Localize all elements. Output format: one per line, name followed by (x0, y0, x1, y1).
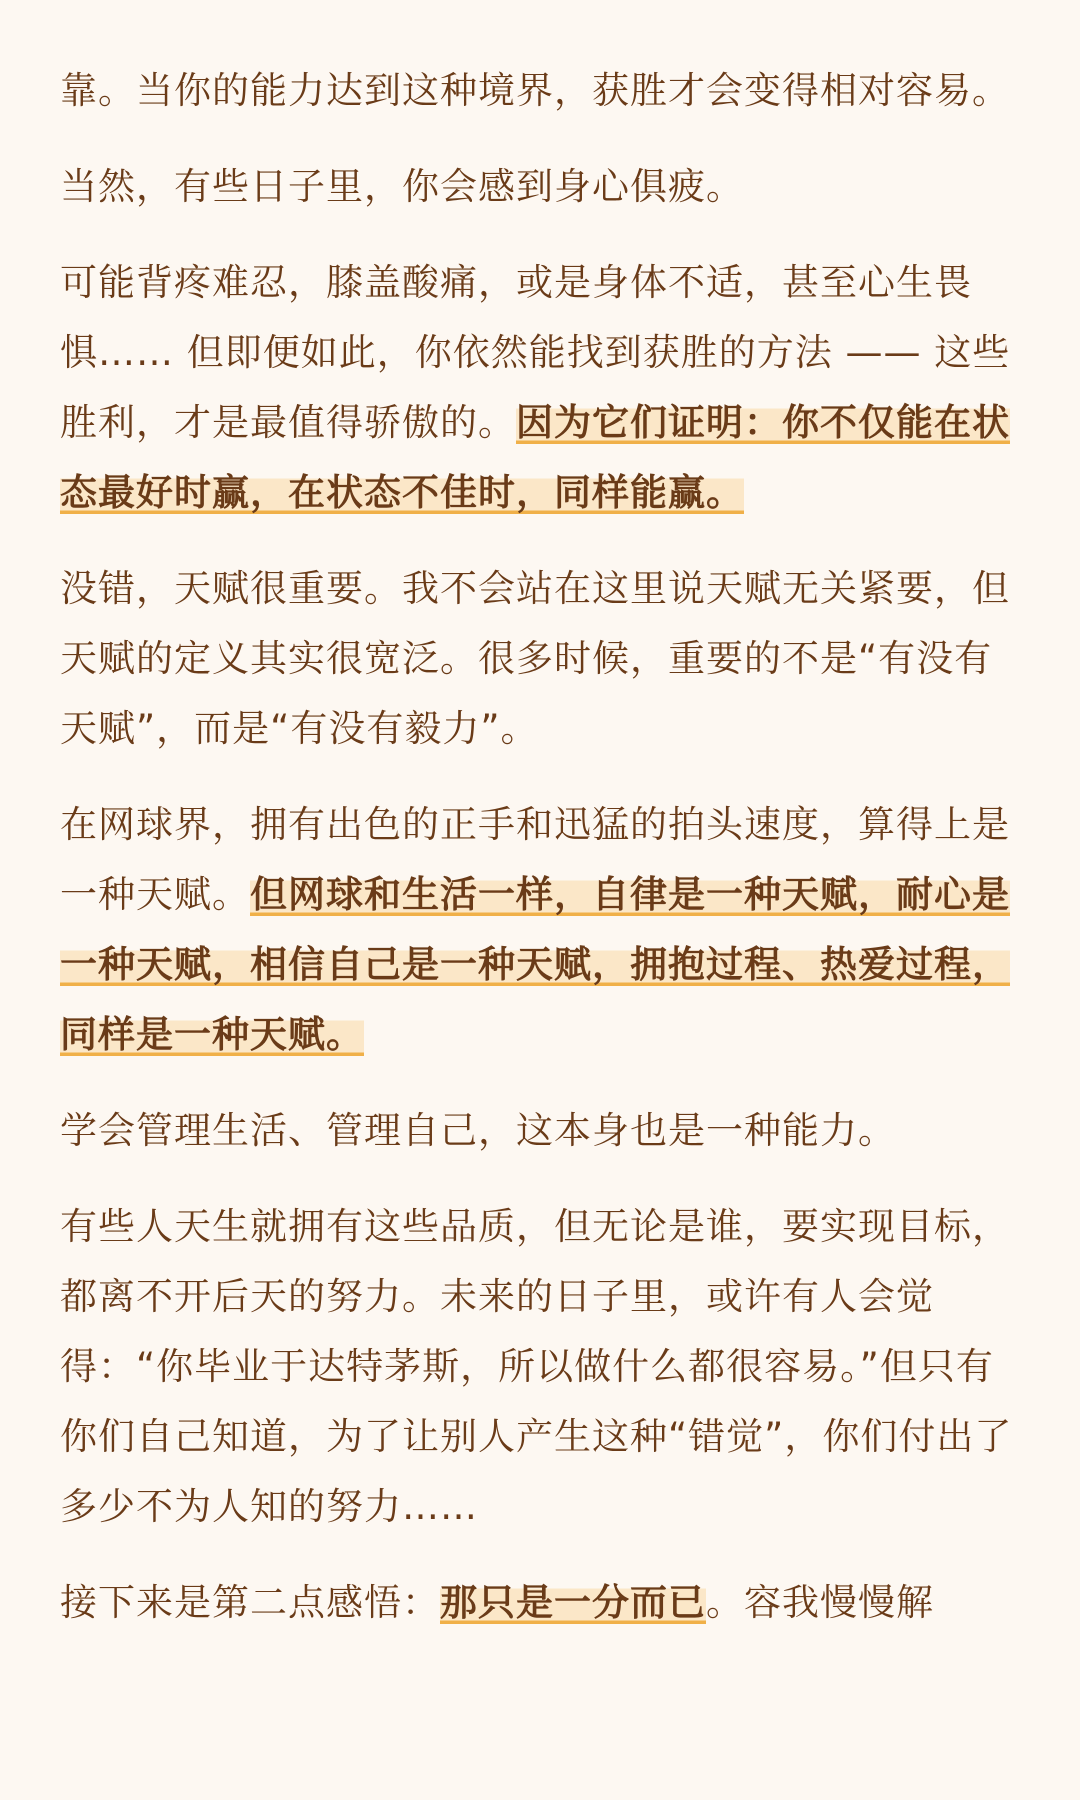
paragraph-text: 靠。当你的能力达到这种境界，获胜才会变得相对容易。 (60, 69, 1010, 112)
paragraph-6 (60, 1096, 1020, 1166)
paragraph-4 (60, 554, 1020, 764)
paragraph-3 (60, 248, 1020, 528)
paragraph-8 (60, 1568, 1020, 1638)
paragraph-text: 有些人天生就拥有这些品质，但无论是谁，要实现目标，都离不开后天的努力。未来的日子里，或许有人会觉得：“你毕业于达特茅斯，所以做什么都很容易。”但只有你们自己知道，为了让别人产生这种“错觉”，你们付出了多少不为人知的努力…… (60, 1205, 1013, 1528)
paragraph-text: 接下来是第二点感悟： (60, 1581, 440, 1624)
article-body (60, 56, 1020, 1664)
paragraph-1 (60, 56, 1020, 126)
paragraph-text: 当然，有些日子里，你会感到身心俱疲。 (60, 165, 744, 208)
paragraph-2 (60, 152, 1020, 222)
paragraph-7 (60, 1192, 1020, 1542)
paragraph-text: 可能背疼难忍，膝盖酸痛，或是身体不适，甚至心生畏惧…… 但即便如此，你依然能找到获胜的方法 —— 这些胜利，才是最值得骄傲的。 (60, 261, 1011, 444)
paragraph-text: 。容我慢慢解 (706, 1581, 934, 1624)
paragraph-text: 没错，天赋很重要。我不会站在这里说天赋无关紧要，但天赋的定义其实很宽泛。很多时候，重要的不是“有没有天赋”，而是“有没有毅力”。 (60, 567, 1010, 750)
paragraph-text: 在网球界，拥有出色的正手和迅猛的拍头速度，算得上是一种天赋。 (60, 803, 1010, 916)
highlighted-text: 那只是一分而已 (440, 1581, 706, 1624)
highlighted-text: 因为它们证明：你不仅能在状态最好时赢，在状态不佳时，同样能赢。 (60, 401, 1010, 514)
paragraph-text: 学会管理生活、管理自己，这本身也是一种能力。 (60, 1109, 896, 1152)
highlighted-text: 但网球和生活一样，自律是一种天赋，耐心是一种天赋，相信自己是一种天赋，拥抱过程、热爱过程，同样是一种天赋。 (60, 873, 1010, 1056)
paragraph-5 (60, 790, 1020, 1070)
